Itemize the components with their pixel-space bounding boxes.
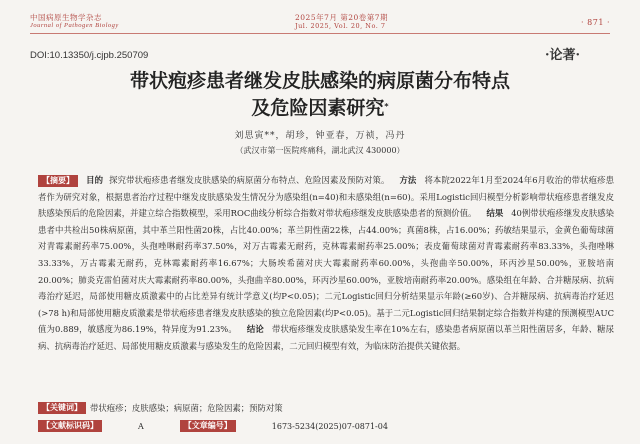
methods-text: 将本院2022年1月至2024年6月收治的带状疱疹患者作为研究对象，根据患者治疗过程中继发皮肤感染发生情况分为感染组(n=40)和未感染组(n=60)。采用Logistic回归模型分析影响带状疱疹患者继发皮肤感染预后的危险因素，并建立综合指数模型，采用ROC曲线分析综合指数对带状疱疹继发皮肤感染患者的预测价值。 — [38, 175, 614, 219]
authors: 刘思寅**，胡珍，钟亚春，万祯，冯丹 — [234, 131, 406, 141]
article-number-value: 1673-5234(2025)07-0871-04 — [271, 421, 388, 431]
journal-name-cn: 中国病原生物学杂志 — [30, 13, 102, 22]
issue-cn: 2025年7月 第20卷第7期 — [295, 13, 389, 22]
keywords — [38, 402, 614, 414]
article-title — [0, 68, 640, 122]
classification-tag: 【文献标识码】 — [38, 420, 102, 432]
issue-info — [295, 14, 388, 30]
article-number-tag: 【文章编号】 — [180, 420, 236, 432]
keywords-value: 带状疱疹；皮肤感染；病原菌；危险因素；预防对策 — [90, 403, 283, 413]
objective-label: 目的 — [86, 175, 104, 185]
header-divider — [30, 33, 610, 34]
title-footnote-mark: * — [384, 102, 389, 111]
abstract — [38, 172, 614, 355]
affiliation: （武汉市第一医院疼痛科，湖北武汉 430000） — [235, 146, 405, 155]
methods-label: 方法 — [399, 175, 417, 185]
title-line-1: 带状疱疹患者继发皮肤感染的病原菌分布特点 — [129, 70, 510, 92]
issue-en: Jul. 2025, Vol. 20, No. 7 — [295, 22, 386, 30]
results-label: 结果 — [486, 208, 504, 219]
page-number: · 871 · — [581, 17, 610, 27]
running-header — [30, 14, 610, 30]
column-tag: ·论著· — [544, 48, 580, 63]
title-line-2: 及危险因素研究* — [251, 97, 389, 119]
objective-text: 探究带状疱疹患者继发皮肤感染的病原菌分布特点、危险因素及预防对策。 — [109, 175, 390, 185]
classification-value: A — [138, 421, 144, 431]
article-meta — [38, 420, 614, 432]
journal-name — [30, 14, 119, 30]
journal-name-en: Journal of Pathogen Biology — [30, 22, 119, 29]
conclusion-text: 带状疱疹继发皮肤感染发生率在10%左右，感染患者病原菌以革兰阳性菌居多，年龄、糖尿病、抗病毒治疗延迟、局部使用糖皮质激素与感染发生的危险因素，二元回归模型有效，为临床防治提供关键依据。 — [38, 324, 614, 351]
results-text: 40例带状疱疹继发皮肤感染患者中共检出50株病原菌，其中革兰阳性菌20株，占比40.00%；革兰阴性菌22株，占44.00%；真菌8株，占16.00%；药敏结果显示，金黄色葡萄球菌对青霉素耐药率75.00%，头孢唑啉耐药率37.50%，对万古霉素无耐药，克林霉素耐药率25.00%；表皮葡萄球菌对青霉素耐药率83.33%，头孢唑啉33.33%，万古霉素无耐药，克林霉素耐药率16.67%；大肠埃希菌对庆大霉素耐药率60.00%，头孢曲辛50.00%，环丙沙星50.00%，亚胺培南20.00%；肺炎克雷伯菌对庆大霉素耐药率80.00%，头孢曲辛80.00%，环丙沙星60.00%，亚胺培南耐药率20.00%。感染组在年龄、合并糖尿病、抗病毒治疗延迟，局部使用糖皮质激素中的占比差异有统计学意义(均P<0.05)；二元Logistic回归分析结果显示年龄(≥60岁)、合并糖尿病、抗病毒治疗延迟(>78 h)和局部使用糖皮质激素是带状疱疹患者继发皮肤感染的独立危险因素(均P<0.05)。基于二元Logistic回归结果制定综合指数并构建的预测模型AUC值为0.889，敏感度为86.19%，特异度为91.23%。 — [38, 208, 615, 335]
doi[interactable]: DOI:10.13350/j.cjpb.250709 — [30, 50, 149, 61]
abstract-tag: 【摘要】 — [38, 175, 78, 187]
keywords-tag: 【关键词】 — [38, 402, 86, 414]
conclusion-label: 结论 — [246, 324, 264, 335]
